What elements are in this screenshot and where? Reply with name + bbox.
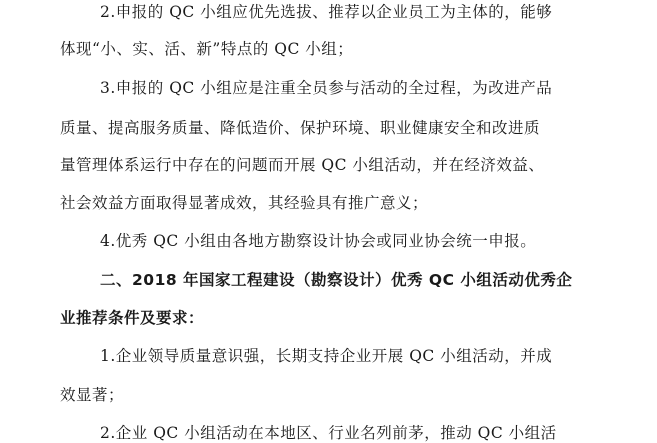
item-3-line-3: 量管理体系运行中存在的问题而开展 QC 小组活动，并在经济效益、 [60, 156, 545, 174]
item-2-line-1: 2.申报的 QC 小组应优先选拔、推荐以企业员工为主体的，能够 [100, 3, 553, 21]
item-3-line-4: 社会效益方面取得显著成效，其经验具有推广意义； [60, 194, 429, 212]
requirement-1-line-1: 1.企业领导质量意识强，长期支持企业开展 QC 小组活动，并成 [100, 347, 553, 365]
item-3-line-1: 3.申报的 QC 小组应是注重全员参与活动的全过程，为改进产品 [100, 79, 553, 97]
requirement-1-line-2: 效显著； [60, 386, 125, 404]
item-2-line-2: 体现“小、实、活、新”特点的 QC 小组； [60, 40, 354, 58]
section-two-heading-line-1: 二、2018 年国家工程建设（勘察设计）优秀 QC 小组活动优秀企 [100, 271, 573, 289]
item-4-line-1: 4.优秀 QC 小组由各地方勘察设计协会或同业协会统一申报。 [100, 232, 537, 250]
item-3-line-2: 质量、提高服务质量、降低造价、保护环境、职业健康安全和改进质 [60, 119, 541, 137]
requirement-2-line-1: 2.企业 QC 小组活动在本地区、行业名列前茅，推动 QC 小组活 [100, 424, 557, 442]
section-two-heading-line-2: 业推荐条件及要求： [60, 309, 205, 327]
